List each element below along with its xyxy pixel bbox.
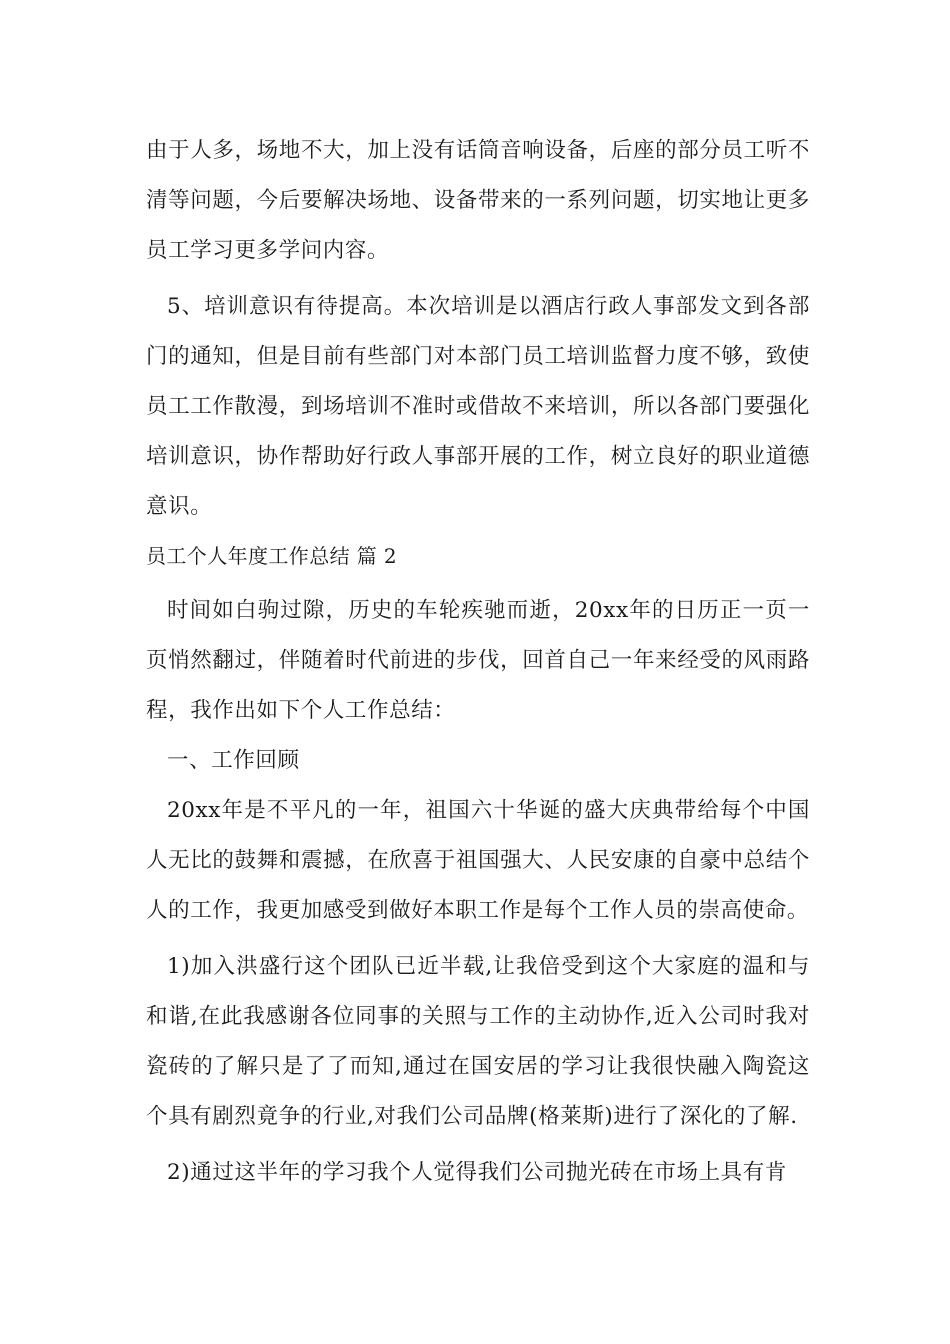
paragraph-item-1: 1)加入洪盛行这个团队已近半载,让我倍受到这个大家庭的温和与和谐,在此我感谢各位同事的关照与工作的主动协作,近入公司时我对瓷砖的了解只是了了而知,通过在国安居的学习让我很快融入陶瓷这个具有剧烈竟争的行业,对我们公司品牌(格莱斯)进行了深化的了解. [146,954,810,1129]
section-heading: 员工个人年度工作总结 篇 2 [146,544,398,568]
paragraph-intro: 时间如白驹过隙，历史的车轮疾驰而逝，20xx年的日历正一页一页悄然翻过，伴随着时代前进的步伐，回首自己一年来经受的风雨路程，我作出如下个人工作总结： [146,598,810,723]
paragraph-item-2: 2)通过这半年的学习我个人觉得我们公司抛光砖在市场上具有肯 [167,1160,787,1185]
document-page [146,126,810,1198]
paragraph-year-review: 20xx年是不平凡的一年，祖国六十华诞的盛大庆典带给每个中国人无比的鼓舞和震撼，在欣喜于祖国强大、人民安康的自豪中总结个人的工作，我更加感受到做好本职工作是每个工作人员的崇高使命。 [146,798,810,923]
paragraph-training-awareness: 5、培训意识有待提高。本次培训是以酒店行政人事部发文到各部门的通知，但是目前有些部门对本部门员工培训监督力度不够，致使员工工作散漫，到场培训不准时或借故不来培训，所以各部门要强化培训意识，协作帮助好行政人事部开展的工作，树立良好的职业道德意识。 [146,294,810,519]
paragraph-training-venue: 由于人多，场地不大，加上没有话筒音响设备，后座的部分员工听不清等问题，今后要解决场地、设备带来的一系列问题，切实地让更多员工学习更多学问内容。 [146,138,810,263]
paragraph-work-review-title: 一、工作回顾 [167,748,300,773]
